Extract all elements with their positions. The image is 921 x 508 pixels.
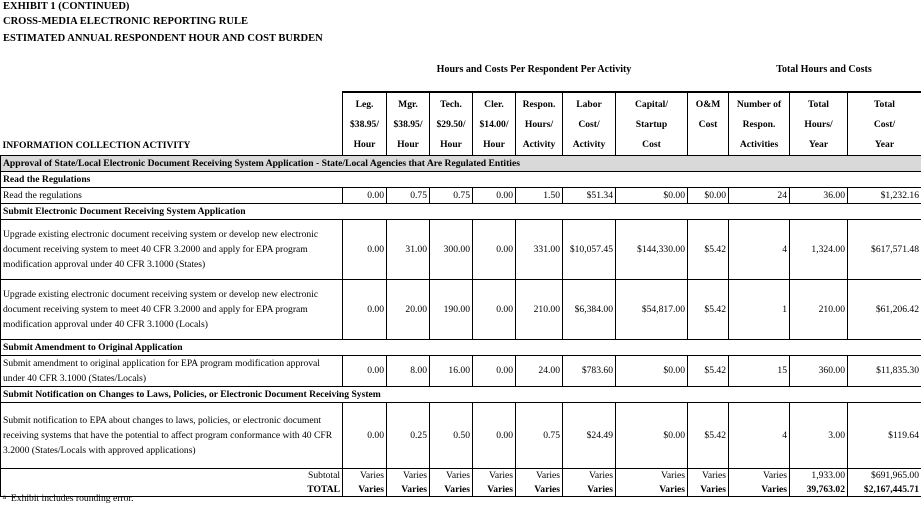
table-cell: 0.00 — [343, 220, 387, 280]
table-cell: $54,817.00 — [616, 280, 688, 340]
table-cell: $11,835.30 — [848, 356, 921, 387]
table-cell: $5.42 — [688, 403, 729, 469]
table-cell: 3.00 — [790, 403, 848, 469]
table-cell: $5.42 — [688, 220, 729, 280]
table-cell: Varies — [343, 469, 387, 483]
table-cell: 31.00 — [387, 220, 430, 280]
table-cell: Varies — [387, 483, 430, 497]
table-cell: 0.00 — [473, 356, 516, 387]
table-cell: Varies — [473, 469, 516, 483]
column-header: Leg. $38.95/ Hour — [343, 92, 387, 156]
table-cell: 0.50 — [430, 403, 473, 469]
footnote-mark: a — [3, 493, 7, 501]
table-cell: $1,232.16 — [848, 188, 921, 204]
burden-table — [0, 91, 921, 497]
table-cell: 1 — [729, 280, 790, 340]
table-cell: $691,965.00 — [848, 469, 921, 483]
column-header: Tech. $29.50/ Hour — [430, 92, 473, 156]
rule-title: CROSS-MEDIA ELECTRONIC REPORTING RULE — [3, 16, 248, 27]
burden-title: ESTIMATED ANNUAL RESPONDENT HOUR AND COST BURDEN — [3, 33, 323, 44]
table-row — [1, 220, 921, 280]
subsection-row — [1, 204, 921, 220]
column-header: Total Hours/ Year — [790, 92, 848, 156]
activity-label: Upgrade existing electronic document receiving system or develop new electronic document receiving system to meet 40 CFR 3.2000 and apply for EPA program modification approval under 40 CFR 3.1000 (States) — [1, 220, 343, 280]
table-cell: 16.00 — [430, 356, 473, 387]
subsection-label: Read the Regulations — [1, 172, 921, 188]
table-cell: $0.00 — [616, 403, 688, 469]
table-cell: 300.00 — [430, 220, 473, 280]
table-row — [1, 280, 921, 340]
table-cell: 15 — [729, 356, 790, 387]
table-cell: $10,057.45 — [563, 220, 616, 280]
footnote-text: Exhibit includes rounding error. — [10, 493, 134, 504]
table-cell: Varies — [387, 469, 430, 483]
table-cell: 210.00 — [516, 280, 563, 340]
table-cell: 0.25 — [387, 403, 430, 469]
table-cell: Varies — [430, 483, 473, 497]
table-cell: Varies — [343, 483, 387, 497]
table-cell: Varies — [688, 483, 729, 497]
table-cell: 190.00 — [430, 280, 473, 340]
activity-label: Submit amendment to original application for EPA program modification approval under 40 CFR 3.1000 (States/Locals) — [1, 356, 343, 387]
section-label: Approval of State/Local Electronic Document Receiving System Application - State/Local Agencies that Are Regulated Entities — [1, 156, 921, 172]
column-header: O&M Cost — [688, 92, 729, 156]
subsection-label: Submit Amendment to Original Application — [1, 340, 921, 356]
table-cell: $61,206.42 — [848, 280, 921, 340]
table-cell: $0.00 — [616, 356, 688, 387]
table-cell: Varies — [616, 483, 688, 497]
table-cell: Varies — [516, 483, 563, 497]
subtotal-row — [1, 469, 921, 483]
table-cell: 8.00 — [387, 356, 430, 387]
table-cell: 0.00 — [473, 188, 516, 204]
table-cell: Varies — [516, 469, 563, 483]
table-cell: Varies — [473, 483, 516, 497]
table-cell: 331.00 — [516, 220, 563, 280]
table-cell: Varies — [729, 483, 790, 497]
table-cell: $119.64 — [848, 403, 921, 469]
table-cell: Varies — [430, 469, 473, 483]
table-cell: 39,763.02 — [790, 483, 848, 497]
column-header: Number of Respon. Activities — [729, 92, 790, 156]
table-cell: 0.00 — [343, 280, 387, 340]
footnote — [3, 493, 133, 504]
table-cell: 20.00 — [387, 280, 430, 340]
table-cell: 0.00 — [473, 220, 516, 280]
table-cell: Varies — [729, 469, 790, 483]
table-cell: $2,167,445.71 — [848, 483, 921, 497]
section-row — [1, 156, 921, 172]
table-cell: 4 — [729, 403, 790, 469]
exhibit-title: EXHIBIT 1 (CONTINUED) — [3, 1, 130, 12]
table-row — [1, 356, 921, 387]
table-cell: 0.75 — [387, 188, 430, 204]
table-cell: 1,933.00 — [790, 469, 848, 483]
activity-label: Submit notification to EPA about changes to laws, policies, or electronic document receiving systems that have the potential to affect program conformance with 40 CFR 3.2000 (States/Locals with approved applications) — [1, 403, 343, 469]
table-cell: $617,571.48 — [848, 220, 921, 280]
table-cell: 24.00 — [516, 356, 563, 387]
table-cell: $6,384.00 — [563, 280, 616, 340]
subsection-label: Submit Electronic Document Receiving System Application — [1, 204, 921, 220]
table-cell: $5.42 — [688, 280, 729, 340]
table-cell: $0.00 — [688, 188, 729, 204]
total-label: TOTAL — [1, 483, 343, 497]
table-cell: Varies — [688, 469, 729, 483]
table-cell: 36.00 — [790, 188, 848, 204]
table-cell: Varies — [563, 483, 616, 497]
subsection-row — [1, 387, 921, 403]
table-cell: 0.00 — [473, 403, 516, 469]
column-header: INFORMATION COLLECTION ACTIVITY — [2, 140, 191, 151]
activity-label: Upgrade existing electronic document receiving system or develop new electronic document receiving system to meet 40 CFR 3.2000 and apply for EPA program modification approval under 40 CFR 3.1000 (Locals) — [1, 280, 343, 340]
table-row — [1, 403, 921, 469]
table-cell: 0.00 — [343, 403, 387, 469]
subsection-label: Submit Notification on Changes to Laws, Policies, or Electronic Document Receiving System — [1, 387, 921, 403]
table-cell: 0.00 — [473, 280, 516, 340]
activity-label: Read the regulations — [1, 188, 343, 204]
table-cell: $144,330.00 — [616, 220, 688, 280]
table-cell: $24.49 — [563, 403, 616, 469]
table-cell: $5.42 — [688, 356, 729, 387]
column-header-row — [1, 92, 921, 156]
subtotal-label: Subtotal — [1, 469, 343, 483]
table-cell: 4 — [729, 220, 790, 280]
column-header: Cler. $14.00/ Hour — [473, 92, 516, 156]
table-cell: 0.00 — [343, 356, 387, 387]
table-cell: 210.00 — [790, 280, 848, 340]
table-cell: $783.60 — [563, 356, 616, 387]
subsection-row — [1, 172, 921, 188]
table-cell: 0.75 — [430, 188, 473, 204]
table-cell: Varies — [563, 469, 616, 483]
group-heading-totals: Total Hours and Costs — [776, 64, 872, 75]
table-row — [1, 188, 921, 204]
table-cell: $51.34 — [563, 188, 616, 204]
column-header: Capital/ Startup Cost — [616, 92, 688, 156]
column-header: Respon. Hours/ Activity — [516, 92, 563, 156]
table-cell: 1.50 — [516, 188, 563, 204]
table-cell: 0.00 — [343, 188, 387, 204]
group-heading-per-respondent: Hours and Costs Per Respondent Per Activity — [436, 64, 632, 75]
table-cell: Varies — [616, 469, 688, 483]
subsection-row — [1, 340, 921, 356]
total-row — [1, 483, 921, 497]
table-cell: 360.00 — [790, 356, 848, 387]
column-header: Total Cost/ Year — [848, 92, 921, 156]
table-cell: 1,324.00 — [790, 220, 848, 280]
table-cell: 0.75 — [516, 403, 563, 469]
column-header: Mgr. $38.95/ Hour — [387, 92, 430, 156]
table-cell: 24 — [729, 188, 790, 204]
table-cell: $0.00 — [616, 188, 688, 204]
column-header: Labor Cost/ Activity — [563, 92, 616, 156]
